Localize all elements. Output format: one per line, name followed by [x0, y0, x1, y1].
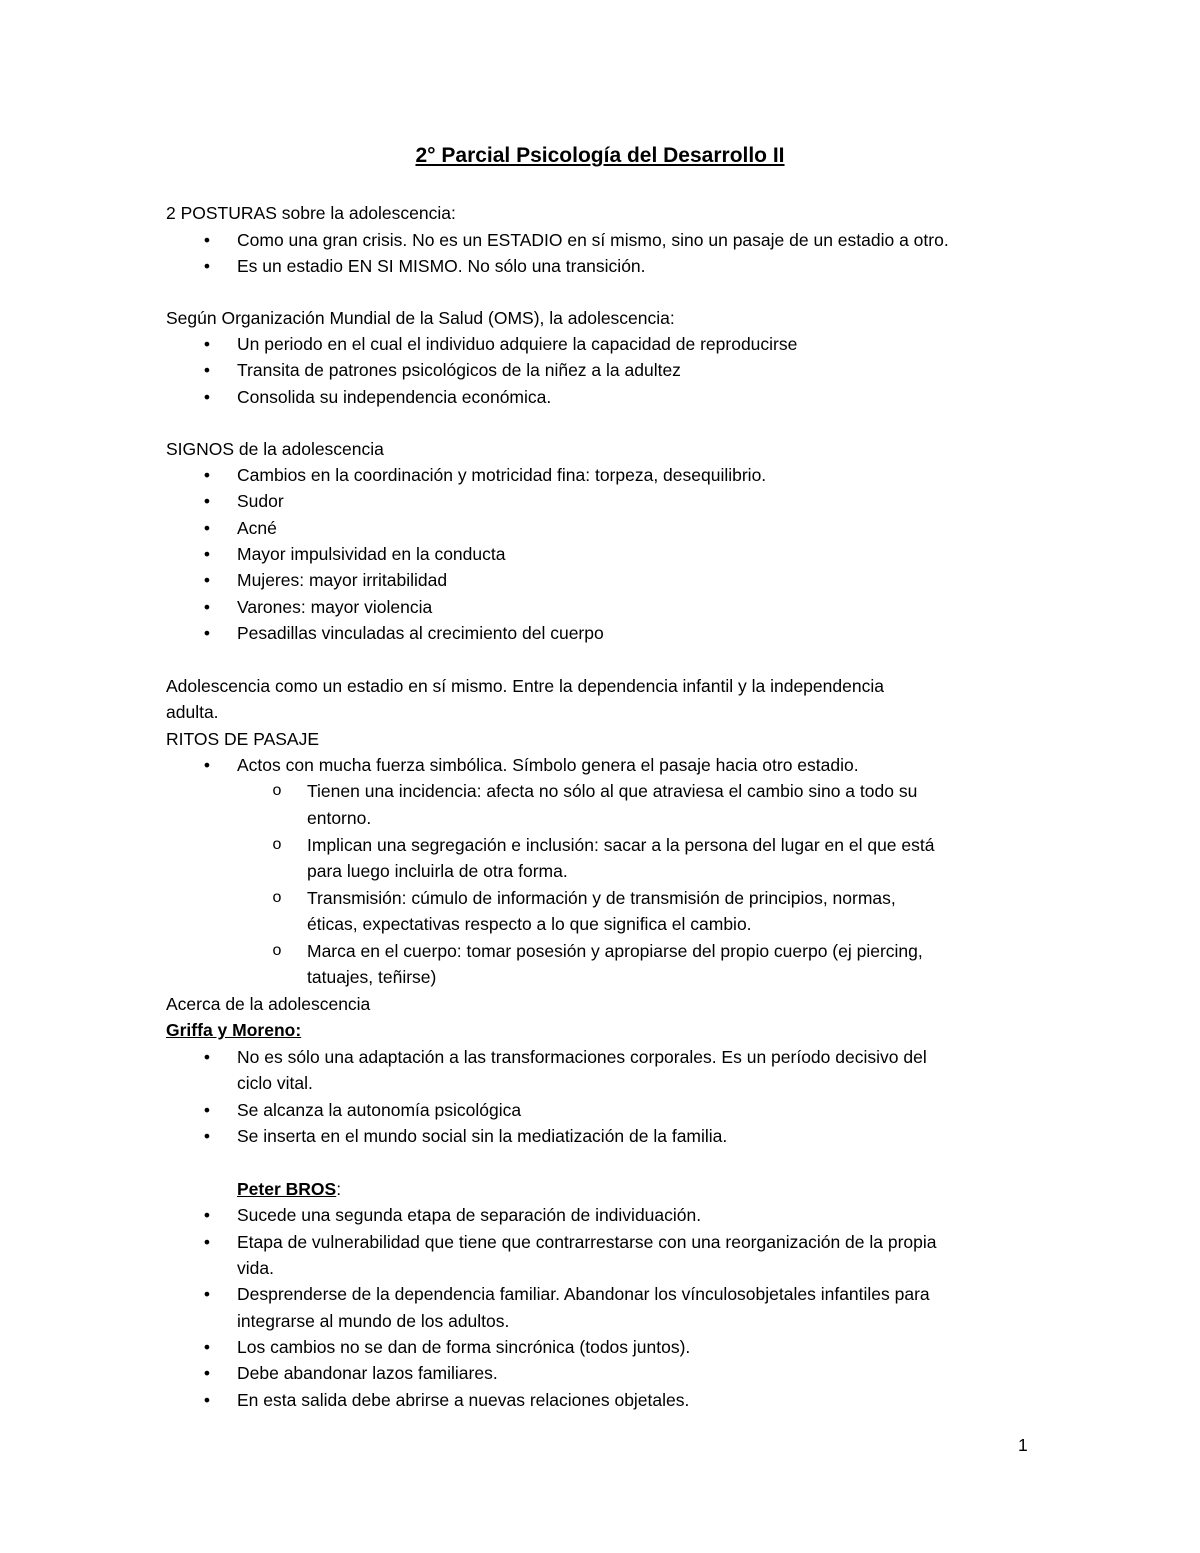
sub-bullet-icon: o [272, 889, 282, 906]
author-name: Peter BROS [237, 1179, 337, 1199]
sub-bullet-icon: o [272, 942, 282, 959]
author-colon: : [336, 1179, 342, 1199]
bullet-icon: • [203, 1390, 211, 1410]
list-item: Mayor impulsividad en la conducta [237, 544, 506, 564]
bullet-icon: • [203, 570, 211, 590]
bullet-icon: • [203, 387, 211, 407]
bullet-icon: • [203, 755, 211, 775]
bullet-icon: • [203, 518, 211, 538]
section-heading-ritos: RITOS DE PASAJE [166, 729, 320, 749]
section-heading-signos: SIGNOS de la adolescencia [166, 439, 384, 459]
sub-list-item-cont: éticas, expectativas respecto a lo que significa el cambio. [307, 914, 752, 934]
bullet-icon: • [203, 597, 211, 617]
list-item: Acné [237, 518, 277, 538]
list-item: Sucede una segunda etapa de separación de individuación. [237, 1205, 702, 1225]
bullet-icon: • [203, 1205, 211, 1225]
list-item: Desprenderse de la dependencia familiar. Abandonar los vínculosobjetales infantiles para [237, 1284, 930, 1304]
list-item: Como una gran crisis. No es un ESTADIO en sí mismo, sino un pasaje de un estadio a otro. [237, 230, 949, 250]
author-heading-griffa: Griffa y Moreno: [166, 1020, 302, 1040]
sub-list-item: Transmisión: cúmulo de información y de transmisión de principios, normas, [307, 888, 896, 908]
bullet-icon: • [203, 1232, 211, 1252]
bullet-icon: • [203, 623, 211, 643]
bullet-icon: • [203, 1284, 211, 1304]
bullet-icon: • [203, 360, 211, 380]
paragraph-line: Adolescencia como un estadio en sí mismo. Entre la dependencia infantil y la independencia [166, 676, 884, 696]
bullet-icon: • [203, 256, 211, 276]
document-title: 2° Parcial Psicología del Desarrollo II [415, 144, 785, 167]
sub-bullet-icon: o [272, 782, 282, 799]
list-item: Transita de patrones psicológicos de la niñez a la adultez [237, 360, 681, 380]
list-item: Consolida su independencia económica. [237, 387, 552, 407]
list-item: Debe abandonar lazos familiares. [237, 1363, 498, 1383]
sub-list-item: Implican una segregación e inclusión: sacar a la persona del lugar en el que está [307, 835, 935, 855]
paragraph-line: adulta. [166, 702, 219, 722]
list-item: Etapa de vulnerabilidad que tiene que contrarrestarse con una reorganización de la propia [237, 1232, 937, 1252]
list-item: Se inserta en el mundo social sin la mediatización de la familia. [237, 1126, 728, 1146]
list-item: Mujeres: mayor irritabilidad [237, 570, 448, 590]
sub-list-item: Marca en el cuerpo: tomar posesión y apropiarse del propio cuerpo (ej piercing, [307, 941, 923, 961]
sub-list-item-cont: tatuajes, teñirse) [307, 967, 437, 987]
list-item: Es un estadio EN SI MISMO. No sólo una transición. [237, 256, 646, 276]
bullet-icon: • [203, 544, 211, 564]
author-heading-bros [237, 1176, 341, 1202]
sub-list-item: Tienen una incidencia: afecta no sólo al que atraviesa el cambio sino a todo su [307, 781, 918, 801]
list-item: Un periodo en el cual el individuo adquiere la capacidad de reproducirse [237, 334, 798, 354]
bullet-icon: • [203, 1100, 211, 1120]
section-heading-posturas: 2 POSTURAS sobre la adolescencia: [166, 203, 456, 223]
bullet-icon: • [203, 1047, 211, 1067]
bullet-icon: • [203, 230, 211, 250]
list-item: Sudor [237, 491, 284, 511]
list-item: Pesadillas vinculadas al crecimiento del cuerpo [237, 623, 604, 643]
page-number: 1 [1018, 1435, 1028, 1455]
bullet-icon: • [203, 491, 211, 511]
bullet-icon: • [203, 1337, 211, 1357]
sub-list-item-cont: para luego incluirla de otra forma. [307, 861, 568, 881]
list-item: Cambios en la coordinación y motricidad fina: torpeza, desequilibrio. [237, 465, 767, 485]
bullet-icon: • [203, 334, 211, 354]
list-item: No es sólo una adaptación a las transformaciones corporales. Es un período decisivo del [237, 1047, 927, 1067]
sub-bullet-icon: o [272, 836, 282, 853]
list-item-cont: integrarse al mundo de los adultos. [237, 1311, 510, 1331]
list-item: Actos con mucha fuerza simbólica. Símbolo genera el pasaje hacia otro estadio. [237, 755, 859, 775]
section-heading-acerca: Acerca de la adolescencia [166, 994, 371, 1014]
bullet-icon: • [203, 465, 211, 485]
list-item: En esta salida debe abrirse a nuevas relaciones objetales. [237, 1390, 690, 1410]
sub-list-item-cont: entorno. [307, 808, 372, 828]
list-item: Varones: mayor violencia [237, 597, 433, 617]
bullet-icon: • [203, 1363, 211, 1383]
list-item-cont: vida. [237, 1258, 274, 1278]
list-item-cont: ciclo vital. [237, 1073, 313, 1093]
list-item: Los cambios no se dan de forma sincrónica (todos juntos). [237, 1337, 691, 1357]
bullet-icon: • [203, 1126, 211, 1146]
section-heading-oms: Según Organización Mundial de la Salud (OMS), la adolescencia: [166, 308, 675, 328]
list-item: Se alcanza la autonomía psicológica [237, 1100, 522, 1120]
